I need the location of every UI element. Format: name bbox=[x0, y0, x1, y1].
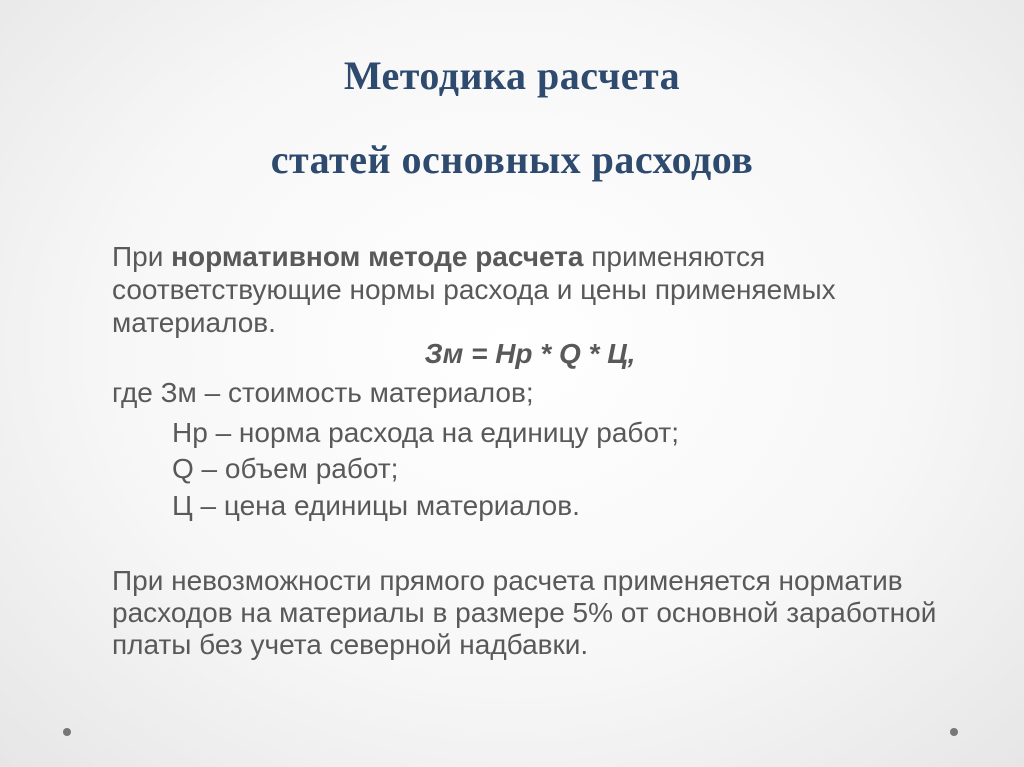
intro-paragraph bbox=[112, 240, 932, 339]
definition-item: Q – объем работ; bbox=[172, 453, 399, 484]
intro-text-start: При bbox=[112, 241, 172, 272]
slide-title-line-1: Методика расчета bbox=[343, 53, 681, 98]
intro-text-end: применяются соответствующие нормы расхода и цены применяемых материалов. bbox=[112, 241, 836, 338]
decorative-dot-left bbox=[63, 728, 71, 736]
fallback-paragraph: При невозможности прямого расчета применяется норматив расходов на материалы в размере 5% от основной заработной платы без учета северной надбавки. bbox=[112, 565, 937, 660]
formula: Зм = Нр * Q * Ц, bbox=[424, 338, 636, 369]
where-line: где Зм – стоимость материалов; bbox=[112, 377, 534, 408]
slide-title-line-2: статей основных расходов bbox=[270, 137, 754, 182]
definition-item: Нр – норма расхода на единицу работ; bbox=[172, 417, 680, 448]
intro-bold-term: нормативном методе расчета bbox=[171, 241, 584, 272]
decorative-dot-right bbox=[950, 728, 958, 736]
definition-item: Ц – цена единицы материалов. bbox=[172, 490, 580, 521]
